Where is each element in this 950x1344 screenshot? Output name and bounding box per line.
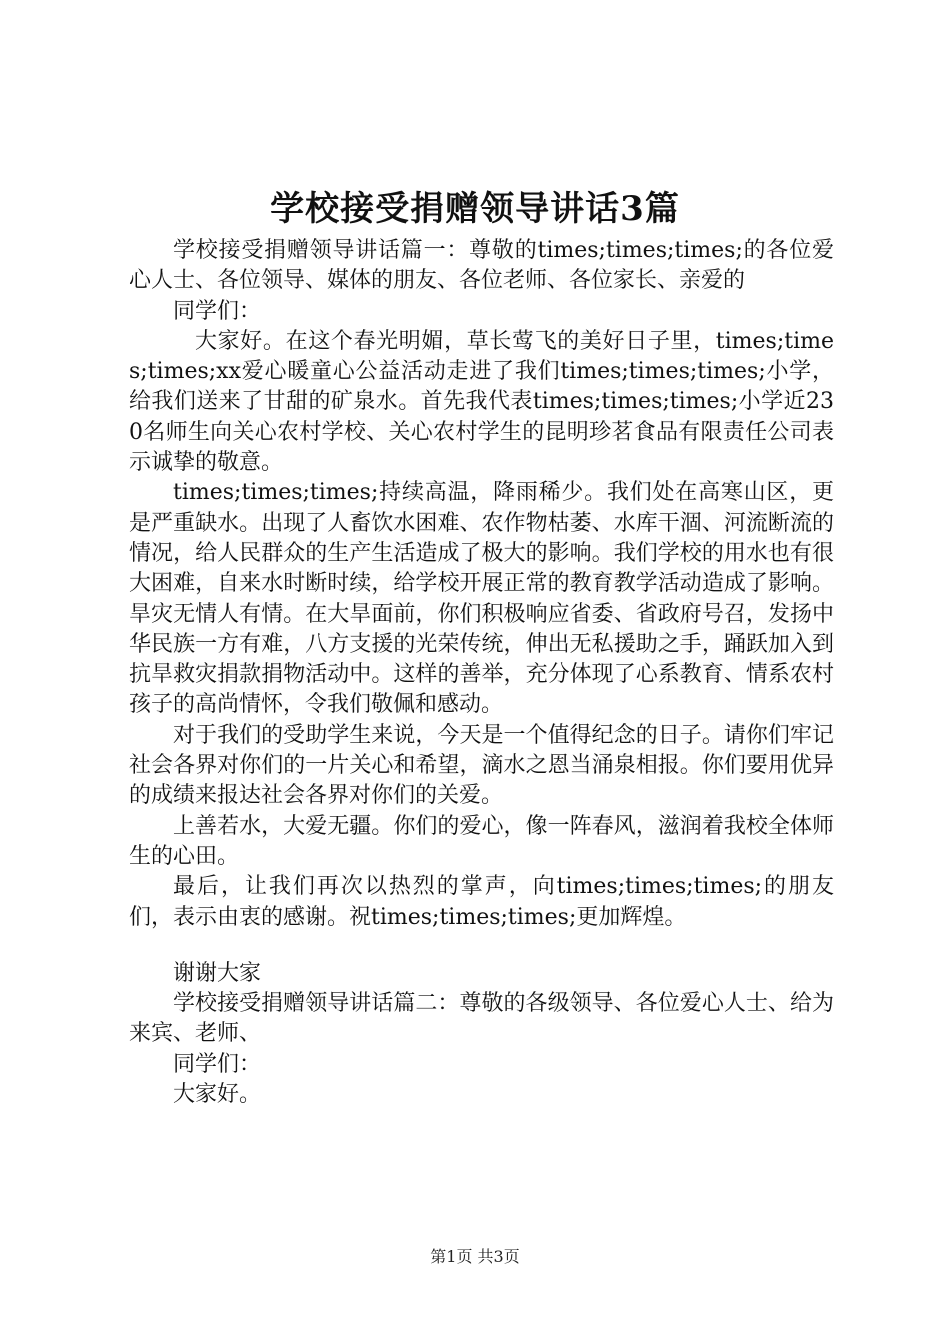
paragraph: 对于我们的受助学生来说，今天是一个值得纪念的日子。请你们牢记社会各界对你们的一片关心和希望，滴水之恩当涌泉相报。你们要用优异的成绩来报达社会各界对你们的关爱。 (129, 722, 834, 809)
paragraph: 上善若水，大爱无疆。你们的爱心，像一阵春风，滋润着我校全体师生的心田。 (129, 813, 834, 869)
page-footer: 第1页 共3页 (430, 1247, 520, 1266)
paragraph: 谢谢大家 (173, 960, 262, 986)
page-title: 学校接受捐赠领导讲话3篇 (270, 189, 680, 229)
paragraph-spacer (129, 933, 834, 959)
paragraph: 同学们： (173, 298, 262, 324)
paragraph: times;times;times;持续高温，降雨稀少。我们处在高寒山区，更是严重缺水。出现了人畜饮水困难、农作物枯萎、水库干涸、河流断流的情况，给人民群众的生产生活造成了极大的影响。我们学校的用水也有很大困难，自来水时断时续，给学校开展正常的教育教学活动造成了影响。旱灾无情人有情。在大旱面前，你们积极响应省委、省政府号召，发扬中华民族一方有难，八方支援的光荣传统，伸出无私援助之手，踊跃加入到抗旱救灾捐款捐物活动中。这样的善举，充分体现了心系教育、情系农村孩子的高尚情怀，令我们敬佩和感动。 (129, 480, 834, 718)
paragraph: 学校接受捐赠领导讲话篇二：尊敬的各级领导、各位爱心人士、给为来宾、老师、 (129, 991, 834, 1047)
paragraph: 同学们： (173, 1051, 262, 1077)
paragraph: 大家好。 (173, 1082, 262, 1108)
paragraph: 大家好。在这个春光明媚，草长莺飞的美好日子里，times;times;times;xx爱心暖童心公益活动走进了我们times;times;times;小学，给我们送来了甘甜的矿泉水。首先我代表times;times;times;小学近230名师生向关心农村学校、关心农村学生的昆明珍茗食品有限责任公司表示诚挚的敬意。 (129, 328, 834, 476)
paragraph: 最后，让我们再次以热烈的掌声，向times;times;times;的朋友们，表示由衷的感谢。祝times;times;times;更加辉煌。 (129, 874, 834, 930)
document-body (129, 236, 834, 1110)
paragraph: 学校接受捐赠领导讲话篇一：尊敬的times;times;times;的各位爱心人士、各位领导、媒体的朋友、各位老师、各位家长、亲爱的 (129, 238, 834, 294)
